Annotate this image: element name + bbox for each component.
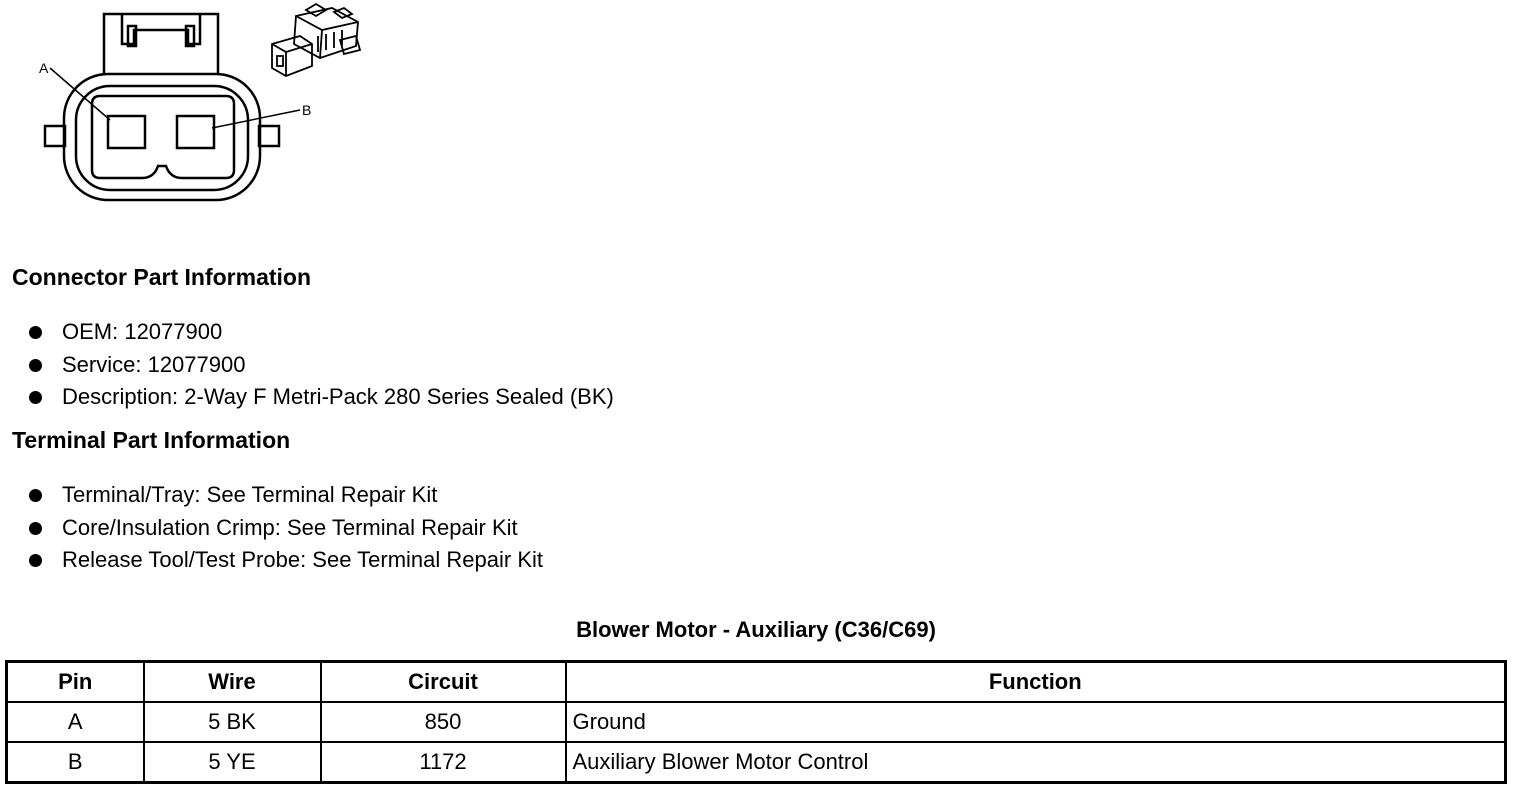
pin-label-a: A [39, 60, 49, 76]
table-header-row [7, 662, 1506, 703]
oem-part-number: OEM: 12077900 [62, 319, 223, 344]
release-tool-info: Release Tool/Test Probe: See Terminal Repair Kit [62, 547, 543, 572]
pin-table-title: Blower Motor - Auxiliary (C36/C69) [576, 617, 936, 642]
column-header-pin: Pin [7, 662, 144, 703]
bullet-icon [29, 522, 42, 535]
connector-isometric-view [272, 4, 360, 76]
cell-circuit: 850 [321, 702, 566, 742]
bullet-icon [29, 359, 42, 372]
connector-part-info-heading: Connector Part Information [12, 264, 312, 290]
table-row [7, 742, 1506, 783]
cavity-a [108, 116, 145, 148]
column-header-wire: Wire [144, 662, 321, 703]
connector-outer-body [64, 74, 260, 200]
bullet-icon [29, 554, 42, 567]
column-header-circuit: Circuit [321, 662, 566, 703]
connector-latch [104, 14, 218, 74]
cavity-b [177, 116, 214, 148]
leader-line-b [212, 110, 300, 128]
bullet-icon [29, 489, 42, 502]
connector-cavity-outline [92, 96, 234, 178]
crimp-info: Core/Insulation Crimp: See Terminal Repair Kit [62, 514, 518, 540]
connector-inner-seal [76, 86, 248, 190]
connector-face-drawing [0, 0, 380, 220]
connector-diagram [0, 0, 380, 220]
pin-label-b: B [302, 102, 312, 118]
bullet-icon [29, 391, 42, 404]
service-part-number: Service: 12077900 [62, 351, 246, 377]
connector-left-ear [45, 126, 65, 146]
cell-circuit: 1172 [321, 742, 566, 783]
cell-pin: A [7, 702, 144, 742]
leader-line-a [50, 68, 110, 120]
terminal-tray-info: Terminal/Tray: See Terminal Repair Kit [62, 482, 438, 507]
cell-wire: 5 YE [144, 742, 321, 783]
cell-function: Ground [566, 702, 1506, 742]
cell-function: Auxiliary Blower Motor Control [566, 742, 1506, 783]
cell-pin: B [7, 742, 144, 783]
pin-table [5, 660, 1507, 784]
terminal-part-info-heading: Terminal Part Information [12, 427, 291, 453]
connector-right-ear [259, 126, 279, 146]
connector-description: Description: 2-Way F Metri-Pack 280 Series Sealed (BK) [62, 384, 614, 409]
cell-wire: 5 BK [144, 702, 321, 742]
table-row [7, 702, 1506, 742]
bullet-icon [29, 326, 42, 339]
column-header-function: Function [566, 662, 1506, 703]
